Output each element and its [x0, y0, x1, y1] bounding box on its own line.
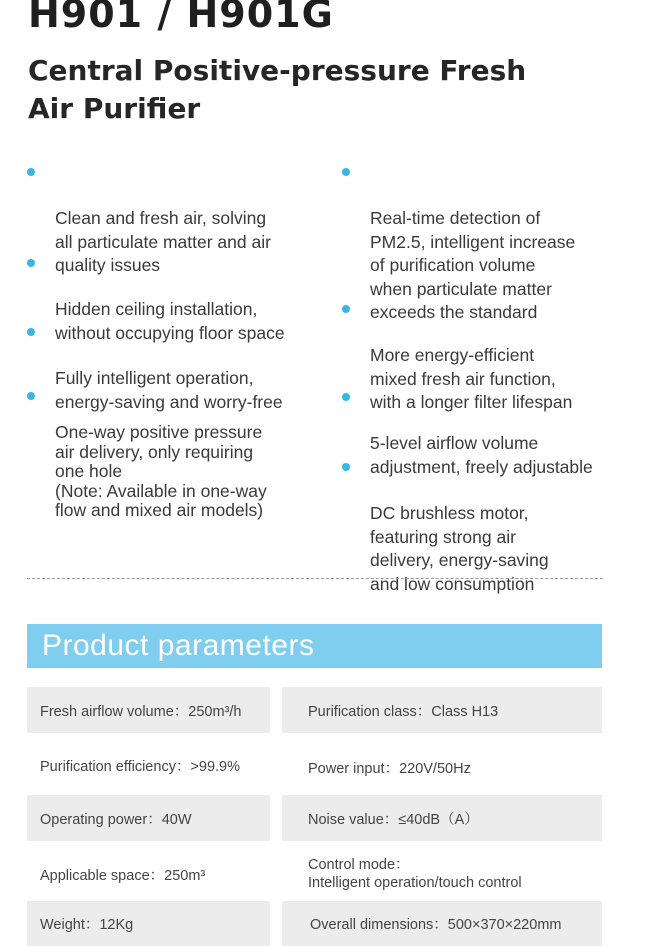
feature-text: Hidden ceiling installation, without occupying floor space — [55, 299, 285, 343]
param-cell — [282, 745, 602, 789]
feature-text: 5-level airflow volume adjustment, freely adjustable — [370, 433, 593, 477]
features-section — [0, 158, 650, 594]
param-cell — [282, 687, 602, 733]
feature-item — [342, 455, 650, 620]
param-text: Purification efficiency：>99.9% — [40, 758, 241, 775]
feature-text: Real-time detection of PM2.5, intelligent increase of purification volume when particulate matter exceeds the standard — [370, 208, 576, 322]
param-text: Control mode： Intelligent operation/touch control — [308, 857, 522, 891]
bullet-dot-icon — [27, 168, 35, 176]
param-text: Operating power：40W — [40, 811, 192, 828]
param-text: Weight：12Kg — [40, 917, 134, 933]
param-cell — [27, 850, 270, 898]
feature-text: Fully intelligent operation, energy-saving and worry-free — [55, 368, 283, 412]
param-text: Overall dimensions：500×370×220mm — [310, 917, 562, 933]
bullet-dot-icon — [27, 392, 35, 400]
section-divider — [27, 578, 603, 579]
feature-text: DC brushless motor, featuring strong air delivery, energy-saving and low consumption — [370, 503, 549, 594]
product-title: Central Positive-pressure Fresh Air Purifier — [28, 54, 527, 125]
bullet-dot-icon — [342, 168, 350, 176]
param-cell — [27, 687, 270, 733]
param-cell — [282, 795, 602, 841]
feature-text: One-way positive pressure air delivery, only requiring one hole (Note: Available in one-way flow and mixed air models) — [55, 422, 267, 520]
bullet-dot-icon — [342, 463, 350, 471]
param-cell — [27, 795, 270, 841]
param-cell — [282, 850, 602, 898]
parameters-heading: Product parameters — [42, 629, 315, 662]
feature-text: Clean and fresh air, solving all particulate matter and air quality issues — [55, 208, 271, 275]
param-text: Power input：220V/50Hz — [308, 760, 471, 777]
param-text: Purification class：Class H13 — [308, 703, 499, 720]
param-text: Noise value：≤40dB（A） — [308, 811, 479, 828]
feature-text: More energy-efficient mixed fresh air function, with a longer filter lifespan — [370, 345, 573, 412]
param-cell — [27, 901, 270, 946]
feature-item — [27, 384, 355, 540]
bullet-dot-icon — [342, 305, 350, 313]
param-text: Applicable space：250m³ — [40, 867, 206, 884]
model-number: H901 / H901G — [28, 0, 334, 36]
parameters-heading-banner — [27, 624, 602, 668]
param-text: Fresh airflow volume：250m³/h — [40, 703, 242, 720]
bullet-dot-icon — [27, 259, 35, 267]
bullet-dot-icon — [27, 328, 35, 336]
bullet-dot-icon — [342, 393, 350, 401]
param-cell — [27, 743, 270, 787]
param-cell — [282, 901, 602, 946]
